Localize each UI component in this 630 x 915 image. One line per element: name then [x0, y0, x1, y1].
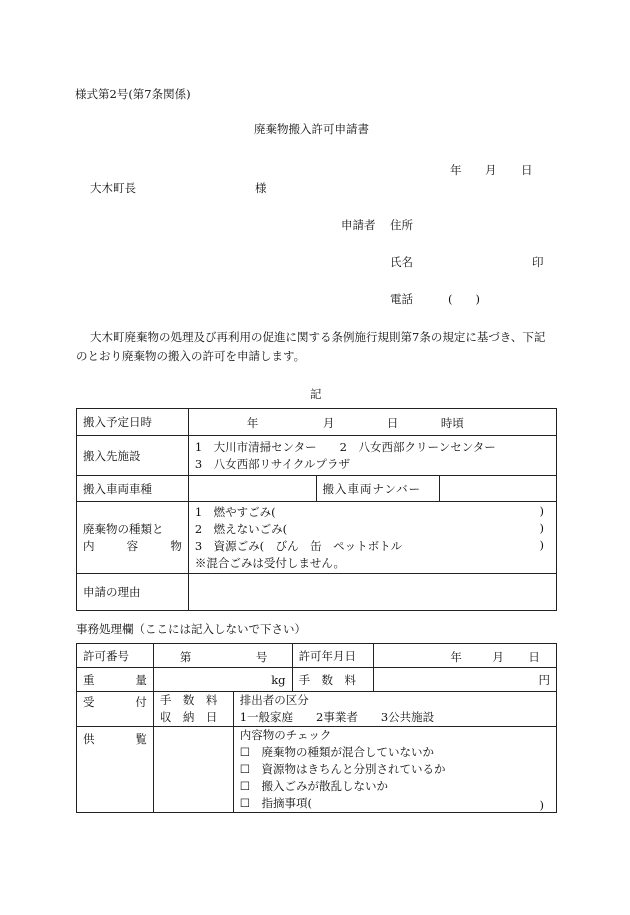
check-scatter: ☐ 搬入ごみが散乱しないか — [239, 779, 389, 793]
permit-dai: 第 — [179, 649, 192, 664]
content-check-title: 内容物のチェック — [239, 728, 332, 742]
fee-label: 手 数 料 — [292, 668, 374, 692]
scheduled-day: 日 — [386, 416, 399, 430]
permit-number-label: 許可番号 — [77, 644, 154, 668]
check-sorted: ☐ 資源物はきちんと分別されているか — [239, 762, 446, 776]
vehicle-type-field[interactable] — [188, 476, 316, 502]
close-paren-3: ) — [539, 537, 544, 552]
destination-field[interactable] — [188, 436, 556, 476]
reason-label: 申請の理由 — [77, 574, 189, 611]
discharger-options: 1一般家庭 2事業者 3公共施設 — [239, 710, 435, 724]
check-mixed: ☐ 廃棄物の種類が混合していないか — [239, 745, 435, 759]
body-text-line-1: 大木町廃棄物の処理及び再利用の促進に関する条例施行規則第7条の規定に基づき、下記 — [90, 330, 546, 344]
applicant-label: 申請者 — [341, 218, 376, 232]
destination-line-2: 3 八女西部リサイクルプラザ — [194, 456, 351, 471]
applicant-address-label: 住所 — [390, 218, 413, 232]
office-use-heading: 事務処理欄（ここには記入しないで下さい） — [76, 622, 306, 636]
weight-label: 重 量 — [77, 668, 154, 692]
body-text-line-2: のとおり廃棄物の搬入の許可を申請します。 — [76, 349, 306, 363]
destination-line-1: 1 大川市清掃センター 2 八女西部クリーンセンター — [194, 439, 496, 454]
check-remarks-close: ) — [539, 798, 544, 812]
close-paren-2: ) — [539, 520, 544, 535]
form-title: 廃棄物搬入許可申請書 — [254, 122, 369, 136]
fee-field — [374, 668, 557, 692]
vehicle-number-field[interactable] — [440, 476, 557, 502]
kyoran-label: 供 覧 — [77, 727, 154, 813]
destination-label: 搬入先施設 — [77, 436, 189, 476]
form-number: 様式第2号(第7条関係) — [75, 87, 191, 101]
application-table — [76, 408, 557, 611]
waste-item-recyclable: 3 資源ごみ( びん 缶 ペットボトル — [194, 538, 403, 553]
permit-day: 日 — [528, 649, 540, 664]
vehicle-type-label: 搬入車両車種 — [77, 476, 189, 502]
permit-date-field — [374, 644, 557, 668]
uketsuke-label: 受 付 — [77, 692, 154, 727]
waste-item-burnable: 1 燃やすごみ( — [194, 504, 276, 519]
fee-unit: 円 — [538, 672, 550, 687]
content-check-field — [233, 727, 556, 813]
applicant-phone-parens: ( ) — [448, 292, 480, 306]
permit-number-field — [153, 644, 292, 668]
fee-collection-labels: 手 数 料 収 納 日 — [153, 692, 233, 727]
weight-field — [153, 668, 292, 692]
weight-unit: kg — [271, 672, 286, 687]
mixed-waste-note: ※混合ごみは受付しません。 — [194, 555, 346, 570]
waste-item-non-burnable: 2 燃えないごみ( — [194, 521, 288, 536]
scheduled-year: 年 — [246, 416, 259, 430]
discharger-label: 排出者の区分 — [239, 693, 309, 707]
applicant-phone-label: 電話 — [390, 292, 413, 306]
waste-type-label: 廃棄物の種類と 内 容 物 — [77, 502, 189, 574]
seal-mark: 印 — [532, 255, 544, 269]
permit-year: 年 — [450, 649, 462, 664]
discharger-field — [233, 692, 556, 727]
addressee-name: 大木町長 — [90, 181, 136, 195]
applicant-name-label: 氏名 — [390, 255, 413, 269]
permit-go: 号 — [255, 649, 268, 664]
check-remarks: ☐ 指摘事項( — [239, 796, 313, 810]
scheduled-date-label: 搬入予定日時 — [77, 409, 189, 436]
waste-type-field[interactable] — [188, 502, 556, 574]
addressee-honorific: 様 — [255, 181, 267, 195]
office-table — [76, 643, 557, 813]
date-year: 年 — [450, 163, 462, 177]
scheduled-month: 月 — [322, 416, 335, 430]
date-month: 月 — [485, 163, 497, 177]
vehicle-number-label: 搬入車両ナンバー — [316, 476, 440, 502]
ki-heading: 記 — [310, 387, 322, 401]
kyoran-blank — [153, 727, 233, 813]
close-paren-1: ) — [539, 503, 544, 518]
permit-month: 月 — [492, 649, 504, 664]
scheduled-date-field[interactable] — [188, 409, 556, 436]
reason-field[interactable] — [188, 574, 556, 611]
permit-date-label: 許可年月日 — [292, 644, 374, 668]
date-day: 日 — [521, 163, 533, 177]
scheduled-time: 時頃 — [440, 416, 464, 430]
